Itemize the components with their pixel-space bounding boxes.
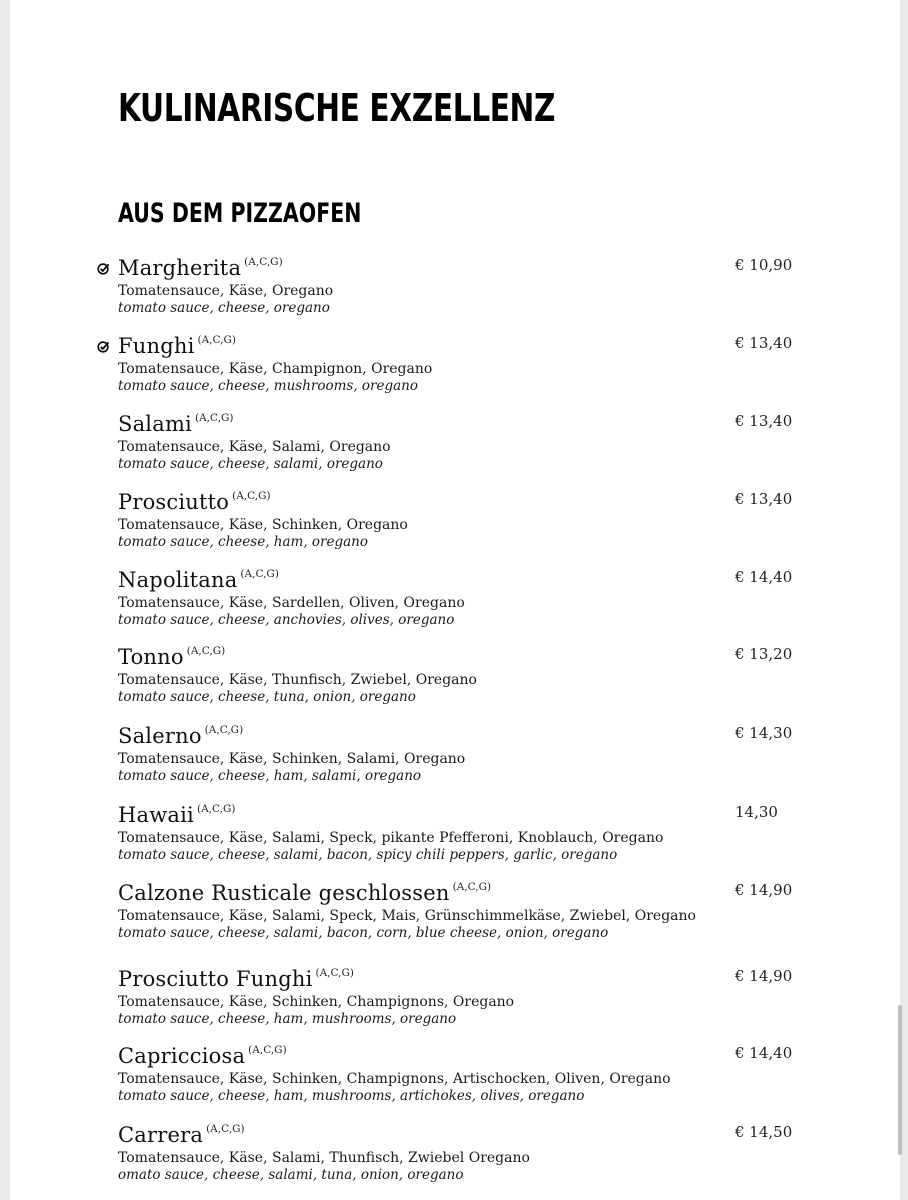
description-english: tomato sauce, cheese, salami, oregano xyxy=(118,456,383,472)
menu-item-price: € 13,40 xyxy=(735,334,793,352)
menu-item-price: 14,30 xyxy=(735,803,778,821)
description-english: tomato sauce, cheese, ham, mushrooms, oregano xyxy=(118,1011,457,1027)
description-english: tomato sauce, cheese, salami, bacon, spicy chili peppers, garlic, oregano xyxy=(118,847,618,863)
menu-item-header xyxy=(118,490,808,516)
menu-item-name: Carrera xyxy=(118,1123,204,1147)
allergen-codes: (A,C,G) xyxy=(452,881,492,893)
allergen-codes: (A,C,G) xyxy=(248,1044,287,1056)
menu-item-price: € 13,20 xyxy=(735,645,793,663)
menu-item-header xyxy=(118,334,808,360)
menu-item-price: € 14,40 xyxy=(735,1044,793,1062)
description-german: Tomatensauce, Käse, Sardellen, Oliven, Oregano xyxy=(118,595,465,611)
menu-item-price: € 14,90 xyxy=(735,967,793,985)
menu-item-header xyxy=(118,724,808,750)
menu-item xyxy=(118,568,808,629)
menu-item-header xyxy=(118,568,808,594)
menu-item-price: € 14,50 xyxy=(735,1123,793,1141)
menu-item-name: Prosciutto xyxy=(118,490,230,514)
description-german: Tomatensauce, Käse, Schinken, Salami, Oregano xyxy=(118,751,466,767)
menu-item xyxy=(118,645,808,706)
section-heading: AUS DEM PIZZAOFEN xyxy=(118,198,362,229)
description-english: tomato sauce, cheese, tuna, onion, oregano xyxy=(118,689,416,705)
description-english: tomato sauce, cheese, ham, mushrooms, artichokes, olives, oregano xyxy=(118,1088,585,1104)
vegetarian-check-icon xyxy=(97,340,110,353)
menu-item-name: Napolitana xyxy=(118,568,238,592)
menu-item xyxy=(118,1123,808,1184)
menu-item xyxy=(118,1044,808,1105)
menu-item xyxy=(118,412,808,473)
description-english: tomato sauce, cheese, ham, salami, oregano xyxy=(118,768,422,784)
description-german: Tomatensauce, Käse, Schinken, Champignons, Oregano xyxy=(118,994,515,1010)
menu-item-name: Capricciosa xyxy=(118,1044,246,1068)
menu-item-header xyxy=(118,645,808,671)
allergen-codes: (A,C,G) xyxy=(232,490,271,502)
allergen-codes: (A,C,G) xyxy=(186,645,226,657)
allergen-codes: (A,C,G) xyxy=(244,256,283,268)
description-english: tomato sauce, cheese, anchovies, olives, oregano xyxy=(118,612,455,628)
menu-item-header xyxy=(118,1123,808,1149)
description-german: Tomatensauce, Käse, Salami, Speck, Mais, Grünschimmelkäse, Zwiebel, Oregano xyxy=(118,908,696,924)
allergen-codes: (A,C,G) xyxy=(204,724,244,736)
menu-item-price: € 13,40 xyxy=(735,412,793,430)
menu-item-name: Salerno xyxy=(118,724,202,748)
menu-item-header xyxy=(118,256,808,282)
menu-item-header xyxy=(118,967,808,993)
menu-item-price: € 10,90 xyxy=(735,256,793,274)
menu-item xyxy=(118,490,808,551)
menu-item-name: Margherita xyxy=(118,256,242,280)
description-english: tomato sauce, cheese, ham, oregano xyxy=(118,534,368,550)
menu-item-header xyxy=(118,412,808,438)
description-german: Tomatensauce, Käse, Salami, Oregano xyxy=(118,439,391,455)
menu-item-name: Hawaii xyxy=(118,803,194,827)
menu-page xyxy=(10,0,900,1200)
description-german: Tomatensauce, Käse, Schinken, Oregano xyxy=(118,517,408,533)
menu-item-price: € 13,40 xyxy=(735,490,793,508)
menu-item xyxy=(118,334,808,395)
allergen-codes: (A,C,G) xyxy=(196,803,236,815)
description-german: Tomatensauce, Käse, Schinken, Champignons, Artischocken, Oliven, Oregano xyxy=(118,1071,671,1087)
description-german: Tomatensauce, Käse, Thunfisch, Zwiebel, Oregano xyxy=(118,672,477,688)
page-title: KULINARISCHE EXZELLENZ xyxy=(118,86,556,130)
menu-item xyxy=(118,967,808,1028)
menu-item-name: Salami xyxy=(118,412,192,436)
allergen-codes: (A,C,G) xyxy=(315,967,354,979)
menu-item-price: € 14,90 xyxy=(735,881,793,899)
allergen-codes: (A,C,G) xyxy=(194,412,234,424)
allergen-codes: (A,C,G) xyxy=(240,568,279,580)
menu-item xyxy=(118,724,808,785)
description-english: omato sauce, cheese, salami, tuna, onion, oregano xyxy=(118,1167,464,1183)
description-english: tomato sauce, cheese, mushrooms, oregano xyxy=(118,378,419,394)
menu-item-name: Tonno xyxy=(118,645,184,669)
menu-item-price: € 14,40 xyxy=(735,568,793,586)
menu-item-name: Prosciutto Funghi xyxy=(118,967,313,991)
description-german: Tomatensauce, Käse, Oregano xyxy=(118,283,334,299)
menu-item xyxy=(118,803,808,864)
menu-item-price: € 14,30 xyxy=(735,724,793,742)
menu-item-header xyxy=(118,1044,808,1070)
allergen-codes: (A,C,G) xyxy=(206,1123,245,1135)
menu-item-header xyxy=(118,881,808,907)
scrollbar[interactable] xyxy=(898,1005,902,1155)
allergen-codes: (A,C,G) xyxy=(197,334,237,346)
description-german: Tomatensauce, Käse, Salami, Speck, pikante Pfefferoni, Knoblauch, Oregano xyxy=(118,830,664,846)
description-english: tomato sauce, cheese, oregano xyxy=(118,300,330,316)
menu-item-name: Calzone Rusticale geschlossen xyxy=(118,881,450,905)
menu-item-name: Funghi xyxy=(118,334,195,358)
menu-item xyxy=(118,881,808,942)
description-german: Tomatensauce, Käse, Salami, Thunfisch, Zwiebel Oregano xyxy=(118,1150,530,1166)
vegetarian-check-icon xyxy=(97,262,110,275)
menu-item-header xyxy=(118,803,808,829)
description-english: tomato sauce, cheese, salami, bacon, corn, blue cheese, onion, oregano xyxy=(118,925,609,941)
description-german: Tomatensauce, Käse, Champignon, Oregano xyxy=(118,361,433,377)
menu-item xyxy=(118,256,808,317)
